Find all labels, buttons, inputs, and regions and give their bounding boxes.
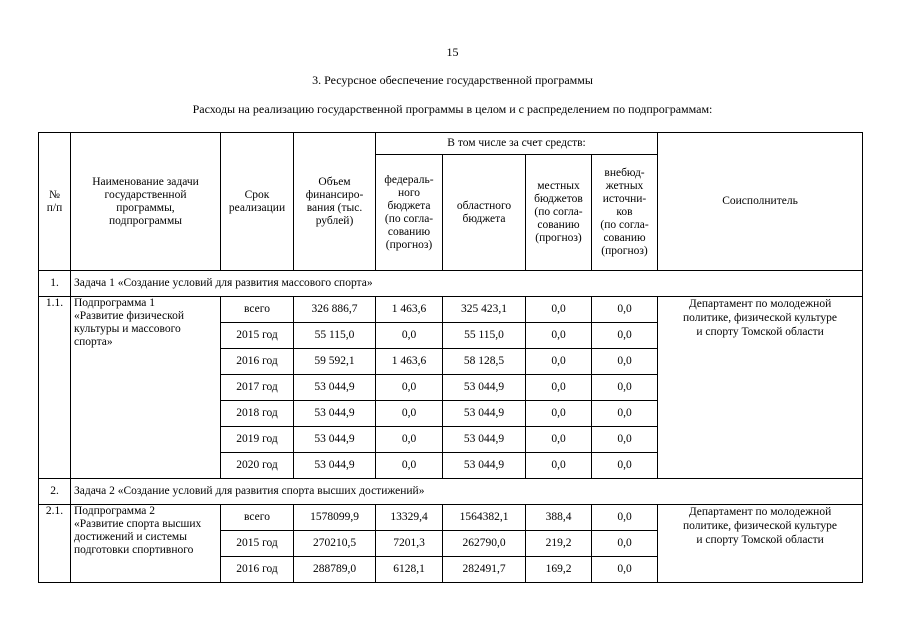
volume-cell: 53 044,9 — [294, 453, 376, 479]
section-title: 3. Ресурсное обеспечение государственной программы — [312, 73, 593, 87]
subprogram-number: 2.1. — [39, 505, 71, 583]
table-caption: Расходы на реализацию государственной программы в целом и с распределением по подпрограммам: — [192, 102, 713, 116]
regional-cell: 58 128,5 — [443, 349, 526, 375]
page-number: 15 — [446, 45, 459, 59]
task-row — [39, 271, 863, 297]
task-row — [39, 479, 863, 505]
term-cell: 2015 год — [221, 323, 294, 349]
task-title: Задача 2 «Создание условий для развития спорта высших достижений» — [71, 479, 863, 505]
local-cell: 0,0 — [526, 323, 592, 349]
subprogram-name: Подпрограмма 2 «Развитие спорта высших достижений и системы подготовки спортивного — [71, 505, 221, 583]
local-cell: 0,0 — [526, 375, 592, 401]
volume-cell: 59 592,1 — [294, 349, 376, 375]
header-executor: Соисполнитель — [658, 133, 863, 271]
term-cell: 2018 год — [221, 401, 294, 427]
offbudget-cell: 0,0 — [592, 505, 658, 531]
regional-cell: 53 044,9 — [443, 375, 526, 401]
regional-cell: 55 115,0 — [443, 323, 526, 349]
subprogram-number: 1.1. — [39, 297, 71, 479]
offbudget-cell: 0,0 — [592, 427, 658, 453]
table-row — [39, 505, 863, 531]
regional-cell: 262790,0 — [443, 531, 526, 557]
offbudget-cell: 0,0 — [592, 557, 658, 583]
term-cell: всего — [221, 297, 294, 323]
table-row — [39, 297, 863, 323]
local-cell: 0,0 — [526, 427, 592, 453]
federal-cell: 1 463,6 — [376, 297, 443, 323]
header-local: местных бюджетов (по согла- сованию (прогноз) — [526, 155, 592, 271]
offbudget-cell: 0,0 — [592, 453, 658, 479]
offbudget-cell: 0,0 — [592, 531, 658, 557]
header-term: Срок реализации — [221, 133, 294, 271]
volume-cell: 53 044,9 — [294, 427, 376, 453]
regional-cell: 1564382,1 — [443, 505, 526, 531]
regional-cell: 53 044,9 — [443, 453, 526, 479]
term-cell: 2016 год — [221, 557, 294, 583]
offbudget-cell: 0,0 — [592, 401, 658, 427]
task-number: 2. — [39, 479, 71, 505]
volume-cell: 1578099,9 — [294, 505, 376, 531]
header-volume: Объем финансиро- вания (тыс. рублей) — [294, 133, 376, 271]
offbudget-cell: 0,0 — [592, 349, 658, 375]
offbudget-cell: 0,0 — [592, 297, 658, 323]
term-cell: 2019 год — [221, 427, 294, 453]
federal-cell: 0,0 — [376, 323, 443, 349]
volume-cell: 55 115,0 — [294, 323, 376, 349]
local-cell: 0,0 — [526, 453, 592, 479]
term-cell: 2015 год — [221, 531, 294, 557]
executor-cell: Департамент по молодежной политике, физической культуре и спорту Томской области — [658, 297, 863, 479]
federal-cell: 0,0 — [376, 401, 443, 427]
offbudget-cell: 0,0 — [592, 375, 658, 401]
term-cell: всего — [221, 505, 294, 531]
regional-cell: 53 044,9 — [443, 401, 526, 427]
offbudget-cell: 0,0 — [592, 323, 658, 349]
local-cell: 388,4 — [526, 505, 592, 531]
local-cell: 0,0 — [526, 297, 592, 323]
header-federal: федераль- ного бюджета (по согла- сованию (прогноз) — [376, 155, 443, 271]
term-cell: 2016 год — [221, 349, 294, 375]
federal-cell: 0,0 — [376, 453, 443, 479]
expenses-table — [38, 132, 863, 583]
volume-cell: 270210,5 — [294, 531, 376, 557]
local-cell: 0,0 — [526, 349, 592, 375]
header-name: Наименование задачи государственной программы, подпрограммы — [71, 133, 221, 271]
local-cell: 0,0 — [526, 401, 592, 427]
federal-cell: 13329,4 — [376, 505, 443, 531]
term-cell: 2017 год — [221, 375, 294, 401]
local-cell: 219,2 — [526, 531, 592, 557]
header-offbudget: внебюд- жетных источни- ков (по согла- сованию (прогноз) — [592, 155, 658, 271]
local-cell: 169,2 — [526, 557, 592, 583]
header-num: № п/п — [39, 133, 71, 271]
volume-cell: 53 044,9 — [294, 375, 376, 401]
volume-cell: 53 044,9 — [294, 401, 376, 427]
volume-cell: 288789,0 — [294, 557, 376, 583]
task-title: Задача 1 «Создание условий для развития массового спорта» — [71, 271, 863, 297]
regional-cell: 282491,7 — [443, 557, 526, 583]
regional-cell: 53 044,9 — [443, 427, 526, 453]
regional-cell: 325 423,1 — [443, 297, 526, 323]
header-regional: областного бюджета — [443, 155, 526, 271]
federal-cell: 7201,3 — [376, 531, 443, 557]
federal-cell: 0,0 — [376, 427, 443, 453]
task-number: 1. — [39, 271, 71, 297]
volume-cell: 326 886,7 — [294, 297, 376, 323]
term-cell: 2020 год — [221, 453, 294, 479]
federal-cell: 1 463,6 — [376, 349, 443, 375]
executor-cell: Департамент по молодежной политике, физической культуре и спорту Томской области — [658, 505, 863, 583]
subprogram-name: Подпрограмма 1 «Развитие физической культуры и массового спорта» — [71, 297, 221, 479]
header-including: В том числе за счет средств: — [376, 133, 658, 155]
federal-cell: 0,0 — [376, 375, 443, 401]
federal-cell: 6128,1 — [376, 557, 443, 583]
